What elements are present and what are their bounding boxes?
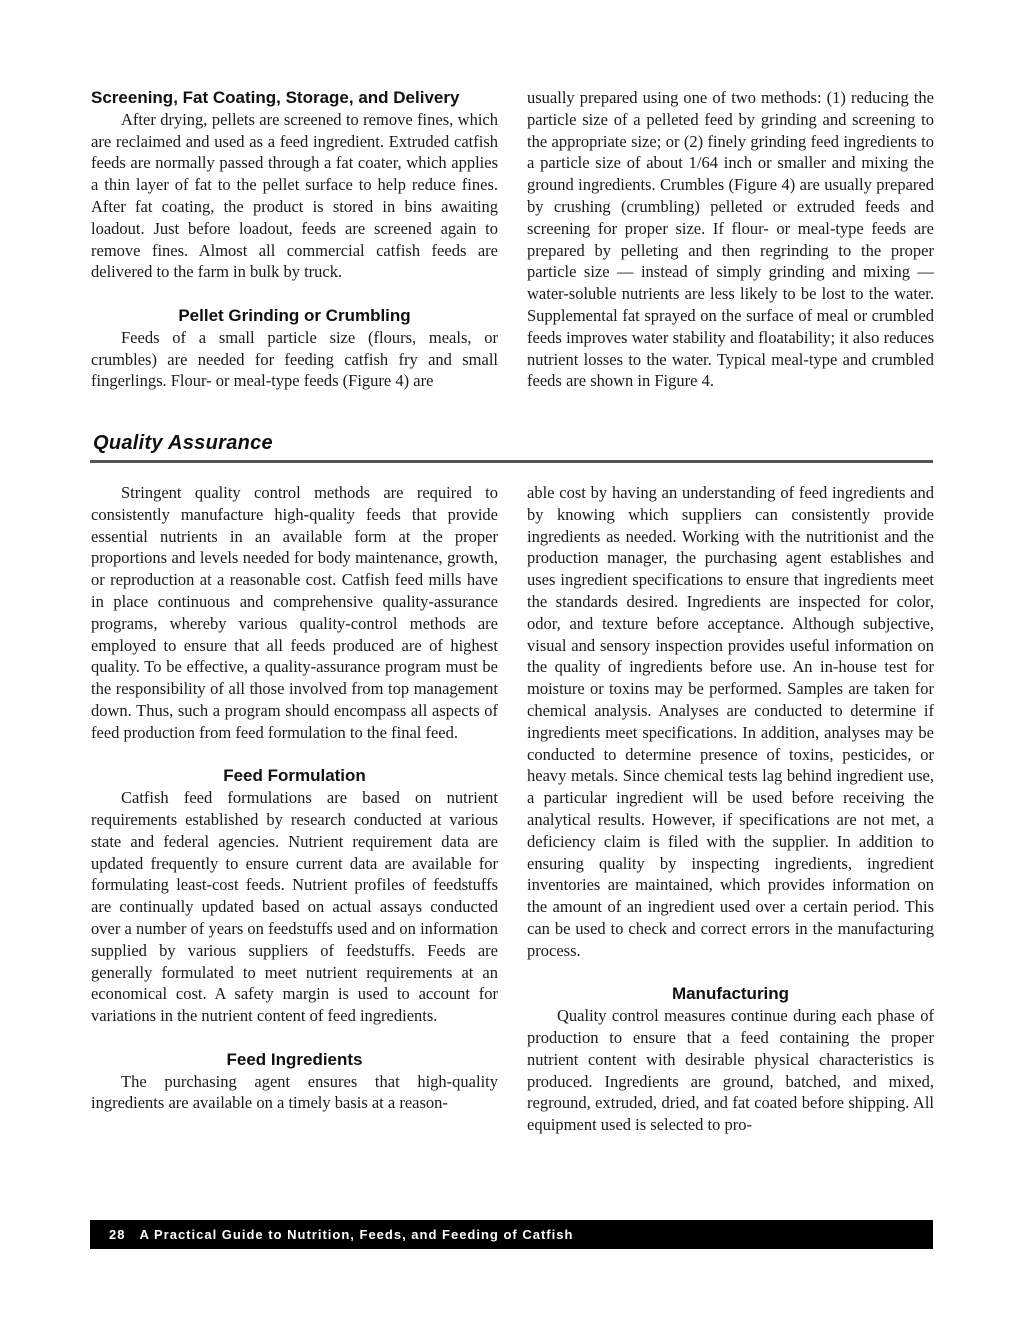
paragraph-grinding-continued: usually prepared using one of two methods: (1) reducing the particle size of a pelleted feed by grinding and screening to the appropriate size; or (2) finely grinding feed ingredients to a particle size of about 1/64 inch or smaller and mixing the ground ingredients. Crumbles (Figure 4) are usually prepared by crushing (crumbling) pelleted or extruded feeds and screening for proper size. If flour- or meal-type feeds are prepared by pelleting and then regrinding to the proper particle size — instead of simply grinding and mixing — water-soluble nutrients are less likely to be lost to the water. Supplemental fat sprayed on the surface of meal or crumbled feeds improves water stability and floatability; it also reduces nutrient losses to the water. Typical meal-type and crumbled feeds are shown in Figure 4. [527,88,934,391]
paragraph-quality-intro: Stringent quality control methods are required to consistently manufacture high-quality feeds that provide essential nutrients in an available form at the proper proportions and levels needed for body maintenance, growth, or reproduction at a reasonable cost. Catfish feed mills have in place continuous and comprehensive quality-assurance programs, whereby various quality-control methods are employed to ensure that all feeds produced are of highest quality. To be effective, a quality-assurance program must be the responsibility of all those involved from top management down. Thus, such a program should encompass all aspects of feed production from feed formulation to the final feed. [91,483,498,742]
paragraph-feed-ingredients: The purchasing agent ensures that high-quality ingredients are available on a timely basis at a reason- [91,1071,498,1113]
paragraph-screening: After drying, pellets are screened to remove fines, which are reclaimed and used as a feed ingredient. Extruded catfish feeds are normally passed through a fat coater, which applies a thin layer of fat to the pellet surface to help reduce fines. After fat coating, the product is stored in bins awaiting loadout. Just before loadout, feeds are screened again to remove fines. Almost all commercial catfish feeds are delivered to the farm in bulk by truck. [91,109,498,282]
section-title-quality-assurance: Quality Assurance [93,432,273,454]
page-number: 28 [109,1227,126,1242]
footer-bar [90,1220,933,1249]
section-divider [90,460,933,463]
paragraph-feed-formulation: Catfish feed formulations are based on nutrient requirements established by research conducted at various state and federal agencies. Nutrient requirement data are updated frequently to ensure current data are available for formulating least-cost feeds. Nutrient profiles of feedstuffs are continually updated based on actual assays conducted over a number of years on feedstuffs used and on information supplied by various suppliers of feedstuffs. Feeds are generally formulated to meet nutrient requirements at an economical cost. A safety margin is used to account for variations in the nutrient content of feed ingredients. [91,788,498,1026]
paragraph-pellet-grinding: Feeds of a small particle size (flours, meals, or crumbles) are needed for feeding catfish fry and small fingerlings. Flour- or meal-type feeds (Figure 4) are [91,327,498,391]
heading-feed-ingredients: Feed Ingredients [226,1049,363,1069]
paragraph-manufacturing: Quality control measures continue during each phase of production to ensure that a feed containing the proper nutrient content with desirable physical characteristics is produced. Ingredients are ground, batched, and mixed, reground, extruded, dried, and fat coated before shipping. All equipment used is selected to pro- [527,1006,934,1135]
bottom-left-column [91,482,498,1114]
heading-pellet-grinding: Pellet Grinding or Crumbling [178,305,411,325]
bottom-right-column [527,482,934,1136]
heading-manufacturing: Manufacturing [671,984,790,1004]
top-right-column [527,87,934,392]
heading-feed-formulation: Feed Formulation [223,766,366,786]
heading-screening: Screening, Fat Coating, Storage, and Delivery [91,88,460,107]
top-left-column [91,87,498,392]
paragraph-ingredients-continued: able cost by having an understanding of feed ingredients and by knowing which suppliers can consistently provide ingredients as needed. Working with the nutritionist and the production manager, the purchasing agent establishes and uses ingredient specifications to ensure that ingredients meet the standards desired. Ingredients are inspected for color, odor, and texture before acceptance. Although subjective, visual and sensory inspection provides useful information on the quality of ingredients before use. An in-house test for moisture or toxins may be performed. Samples are taken for chemical analysis. Analyses are conducted to determine if ingredients meet specifications. In addition, analyses may be conducted to determine presence of toxins, pesticides, or heavy metals. Since chemical tests lag behind ingredient use, a particular ingredient will be used before receiving the analytical results. However, if specifications are not met, a deficiency claim is filed with the supplier. In addition to ensuring quality by inspecting ingredients, ingredient inventories are maintained, which provides information on the amount of an ingredient used over a certain period. This can be used to check and correct errors in the manufacturing process. [527,483,934,960]
footer-title: A Practical Guide to Nutrition, Feeds, and Feeding of Catfish [139,1227,574,1242]
